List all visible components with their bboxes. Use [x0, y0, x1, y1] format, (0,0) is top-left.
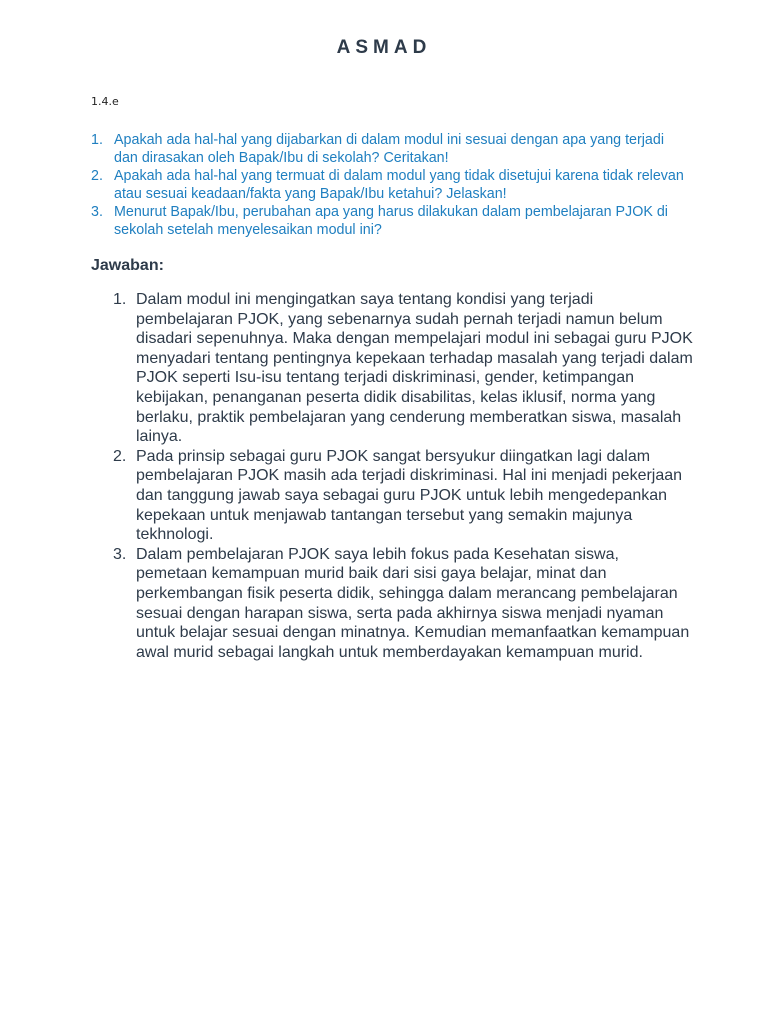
question-text: Apakah ada hal-hal yang termuat di dalam modul yang tidak disetujui karena tidak relevan atau sesuai keadaan/fakta yang Bapak/Ibu ketahui? Jelaskan! — [114, 168, 684, 202]
answer-heading: Jawaban: — [91, 257, 164, 274]
question-text: Apakah ada hal-hal yang dijabarkan di dalam modul ini sesuai dengan apa yang terjadi dan dirasakan oleh Bapak/Ibu di sekolah? Ceritakan! — [114, 132, 665, 166]
answer-number: 2. — [113, 447, 127, 465]
answer-item — [113, 545, 693, 663]
question-text: Menurut Bapak/Ibu, perubahan apa yang harus dilakukan dalam pembelajaran PJOK di sekolah setelah menyelesaikan modul ini? — [114, 204, 668, 238]
answer-text: Dalam pembelajaran PJOK saya lebih fokus pada Kesehatan siswa, pemetaan kemampuan murid baik dari sisi gaya belajar, minat dan perkembangan fisik peserta didik, sehingga dalam merancang pembelajaran sesuai dengan harapan siswa, serta pada akhirnya siswa menjadi nyaman untuk belajar sesuai dengan minatnya. Kemudian memanfaatkan kemampuan awal murid sebagai langkah untuk memberdayakan kemampuan murid. — [136, 545, 690, 661]
section-code: 1.4.e — [91, 95, 119, 108]
answer-item — [113, 290, 693, 447]
answer-number: 3. — [113, 545, 127, 563]
question-number: 2. — [91, 168, 103, 184]
question-number: 3. — [91, 204, 103, 220]
answer-list — [113, 290, 693, 662]
answer-text: Dalam modul ini mengingatkan saya tentang kondisi yang terjadi pembelajaran PJOK, yang sebenarnya sudah pernah terjadi namun belum disadari sepenuhnya. Maka dengan mempelajari modul ini sebagai guru PJOK menyadari tentang pentingnya kepekaan terhadap masalah yang terjadi dalam PJOK seperti Isu-isu tentang terjadi diskriminasi, gender, ketimpangan kebijakan, penanganan peserta didik disabilitas, kelas iklusif, norma yang berlaku, praktik pembelajaran yang cenderung memberatkan siswa, masalah lainya. — [136, 291, 693, 446]
answer-text: Pada prinsip sebagai guru PJOK sangat bersyukur diingatkan lagi dalam pembelajaran PJOK masih ada terjadi diskriminasi. Hal ini menjadi pekerjaan dan tanggung jawab saya sebagai guru PJOK untuk lebih mengedepankan kepekaan untuk menjawab tantangan tersebut yang semakin majunya tekhnologi. — [136, 447, 683, 544]
question-number: 1. — [91, 132, 103, 148]
question-item — [91, 131, 691, 167]
question-item — [91, 203, 691, 239]
answer-item — [113, 447, 693, 545]
document-title: ASMAD — [336, 37, 432, 58]
question-item — [91, 167, 691, 203]
answer-number: 1. — [113, 291, 127, 308]
question-list — [91, 131, 691, 239]
